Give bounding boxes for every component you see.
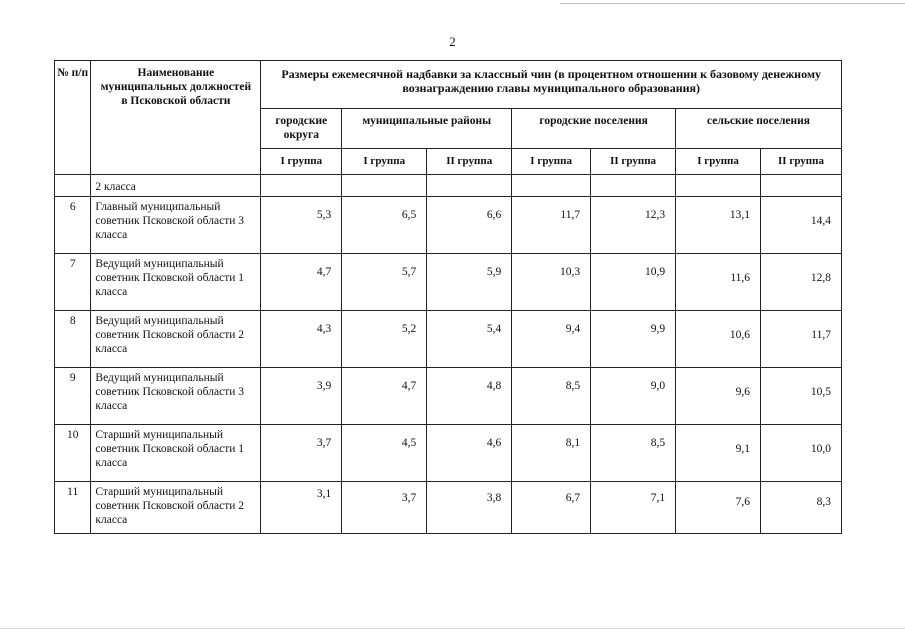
header-num: № п/п — [55, 61, 91, 175]
value-cell: 5,7 — [342, 254, 427, 311]
value-cell: 10,0 — [761, 425, 842, 482]
value-cell: 11,7 — [512, 197, 591, 254]
value-cell: 3,9 — [261, 368, 342, 425]
row-num — [55, 175, 91, 197]
value-cell: 5,4 — [427, 311, 512, 368]
value-cell: 4,7 — [342, 368, 427, 425]
value-cell: 8,1 — [512, 425, 591, 482]
empty-cell — [261, 175, 342, 197]
value-cell: 5,9 — [427, 254, 512, 311]
value-cell: 5,3 — [261, 197, 342, 254]
header-group-municipal-regions: муниципальные районы — [342, 109, 512, 149]
header-title: Размеры ежемесячной надбавки за классный чин (в процентном отношении к базовому денежному вознаграждению главы муниципального образования) — [261, 61, 842, 109]
page-number: 2 — [449, 34, 456, 49]
empty-cell — [342, 175, 427, 197]
scan-artifact-bottom — [0, 628, 905, 629]
value-cell: 12,8 — [761, 254, 842, 311]
header-subgroup: I группа — [676, 149, 761, 175]
header-subgroup: II группа — [427, 149, 512, 175]
table-row — [55, 368, 842, 425]
value-cell: 12,3 — [591, 197, 676, 254]
value-cell: 10,6 — [676, 311, 761, 368]
value-cell: 5,2 — [342, 311, 427, 368]
value-cell: 4,6 — [427, 425, 512, 482]
row-num: 10 — [55, 425, 91, 482]
value-cell: 6,7 — [512, 482, 591, 534]
scan-artifact-top — [560, 3, 905, 4]
value-cell: 10,5 — [761, 368, 842, 425]
value-cell: 9,4 — [512, 311, 591, 368]
value-cell: 8,5 — [512, 368, 591, 425]
row-name: 2 класса — [91, 175, 261, 197]
value-cell: 4,8 — [427, 368, 512, 425]
header-subgroup: II группа — [591, 149, 676, 175]
empty-cell — [512, 175, 591, 197]
value-cell: 8,3 — [761, 482, 842, 534]
value-cell: 3,1 — [261, 482, 342, 534]
header-subgroup: I группа — [512, 149, 591, 175]
header-subgroup: I группа — [342, 149, 427, 175]
value-cell: 10,3 — [512, 254, 591, 311]
value-cell: 9,6 — [676, 368, 761, 425]
value-cell: 4,3 — [261, 311, 342, 368]
table-row — [55, 425, 842, 482]
value-cell: 6,6 — [427, 197, 512, 254]
value-cell: 10,9 — [591, 254, 676, 311]
row-name: Ведущий муниципальный советник Псковской области 2 класса — [91, 311, 261, 368]
value-cell: 7,1 — [591, 482, 676, 534]
row-name: Старший муниципальный советник Псковской области 1 класса — [91, 425, 261, 482]
empty-cell — [427, 175, 512, 197]
value-cell: 9,9 — [591, 311, 676, 368]
value-cell: 3,8 — [427, 482, 512, 534]
row-num: 9 — [55, 368, 91, 425]
row-name: Ведущий муниципальный советник Псковской области 1 класса — [91, 254, 261, 311]
table-row — [55, 311, 842, 368]
value-cell: 4,5 — [342, 425, 427, 482]
row-num: 7 — [55, 254, 91, 311]
table-row-continuation — [55, 175, 842, 197]
value-cell: 9,1 — [676, 425, 761, 482]
empty-cell — [761, 175, 842, 197]
table-row — [55, 254, 842, 311]
header-subgroup: I группа — [261, 149, 342, 175]
table-row — [55, 197, 842, 254]
row-num: 8 — [55, 311, 91, 368]
value-cell: 6,5 — [342, 197, 427, 254]
empty-cell — [591, 175, 676, 197]
row-num: 11 — [55, 482, 91, 534]
row-num: 6 — [55, 197, 91, 254]
value-cell: 11,7 — [761, 311, 842, 368]
value-cell: 11,6 — [676, 254, 761, 311]
value-cell: 14,4 — [761, 197, 842, 254]
header-name: Наименование муниципальных должностей в Псковской области — [91, 61, 261, 175]
value-cell: 3,7 — [261, 425, 342, 482]
table-row — [55, 482, 842, 534]
header-group-urban-districts: городские округа — [261, 109, 342, 149]
value-cell: 8,5 — [591, 425, 676, 482]
value-cell: 4,7 — [261, 254, 342, 311]
value-cell: 3,7 — [342, 482, 427, 534]
row-name: Главный муниципальный советник Псковской области 3 класса — [91, 197, 261, 254]
value-cell: 9,0 — [591, 368, 676, 425]
header-group-rural-settlements: сельские поселения — [676, 109, 842, 149]
value-cell: 13,1 — [676, 197, 761, 254]
allowance-table — [54, 60, 842, 534]
row-name: Старший муниципальный советник Псковской области 2 класса — [91, 482, 261, 534]
row-name: Ведущий муниципальный советник Псковской области 3 класса — [91, 368, 261, 425]
header-subgroup: II группа — [761, 149, 842, 175]
header-group-urban-settlements: городские поселения — [512, 109, 676, 149]
empty-cell — [676, 175, 761, 197]
value-cell: 7,6 — [676, 482, 761, 534]
